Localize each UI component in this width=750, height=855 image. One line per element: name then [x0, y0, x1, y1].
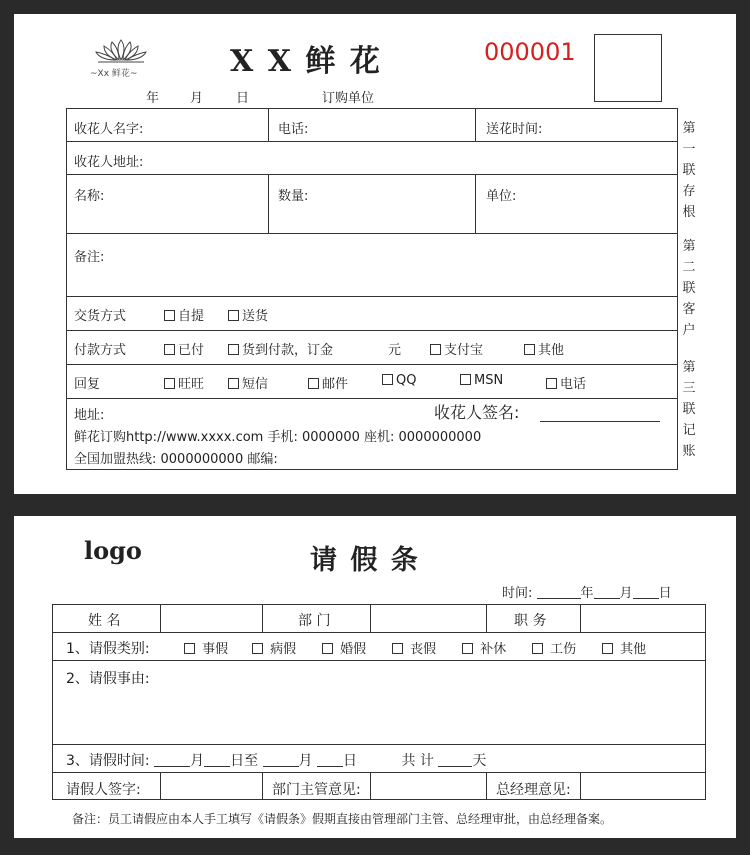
- recipient-name-label: 收花人名字:: [74, 122, 144, 137]
- serial-number: 000001: [484, 38, 576, 66]
- order-table: [66, 108, 678, 470]
- signature-label: 收花人签名:: [434, 403, 520, 422]
- unit-label: 单位:: [486, 189, 517, 204]
- checkbox-icon[interactable]: [462, 643, 473, 654]
- delivery-option-deliver[interactable]: 送货: [228, 305, 268, 324]
- checkbox-icon[interactable]: [228, 344, 239, 355]
- reply-option-msn[interactable]: MSN: [460, 373, 503, 388]
- checkbox-icon[interactable]: [322, 643, 333, 654]
- recipient-address-label: 收花人地址:: [74, 155, 144, 170]
- leave-logo: logo: [84, 536, 142, 565]
- position-label: 职 务: [514, 613, 547, 629]
- delivery-time-label: 送花时间:: [486, 122, 543, 137]
- website-line: 鲜花订购http://www.xxxx.com 手机: 0000000 座机: 0000000000: [74, 430, 482, 445]
- payment-yuan: 元: [388, 343, 402, 358]
- payment-option-cod[interactable]: 货到付款，订金: [228, 339, 333, 358]
- leave-title: 请 假 条: [310, 545, 420, 576]
- payment-option-other[interactable]: 其他: [524, 339, 564, 358]
- checkbox-icon[interactable]: [392, 643, 403, 654]
- checkbox-icon[interactable]: [228, 378, 239, 389]
- date-day: 日: [236, 91, 250, 106]
- gm-label: 总经理意见:: [496, 782, 571, 798]
- reply-label: 回复: [74, 377, 101, 392]
- name-field[interactable]: [161, 605, 261, 631]
- department-field[interactable]: [371, 605, 485, 631]
- applicant-signature-label: 请假人签字:: [66, 782, 141, 798]
- delivery-method-label: 交货方式: [74, 309, 127, 324]
- leave-type-compensatory[interactable]: 补休: [462, 638, 506, 657]
- reason-field[interactable]: [164, 664, 702, 740]
- leave-type-sick[interactable]: 病假: [252, 638, 296, 657]
- leave-type-other[interactable]: 其他: [602, 638, 646, 657]
- reason-label: 2、请假事由:: [66, 671, 150, 687]
- phone-label: 电话:: [278, 122, 309, 137]
- leave-type-label: 1、请假类别:: [66, 641, 150, 657]
- remark-label: 备注:: [74, 250, 105, 265]
- copy-label-stub: 第一联存根: [682, 121, 696, 220]
- payment-option-alipay[interactable]: 支付宝: [430, 339, 483, 358]
- date-year: 年: [146, 91, 160, 106]
- checkbox-icon[interactable]: [460, 374, 471, 385]
- checkbox-icon[interactable]: [524, 344, 535, 355]
- payment-method-label: 付款方式: [74, 343, 127, 358]
- signature-line[interactable]: [540, 421, 660, 422]
- position-field[interactable]: [581, 605, 705, 631]
- checkbox-icon[interactable]: [252, 643, 263, 654]
- reply-option-qq[interactable]: QQ: [382, 373, 416, 388]
- checkbox-icon[interactable]: [308, 378, 319, 389]
- checkbox-icon[interactable]: [164, 310, 175, 321]
- dept-manager-field[interactable]: [371, 773, 485, 799]
- logo-text: ~Xx 鲜花~: [90, 69, 138, 79]
- lotus-icon: [86, 36, 156, 64]
- quantity-label: 数量:: [278, 189, 309, 204]
- copy-label-accounting: 第三联记账: [682, 360, 696, 459]
- date-month: 月: [190, 91, 204, 106]
- copy-label-customer: 第二联客户: [682, 239, 696, 338]
- checkbox-icon[interactable]: [184, 643, 195, 654]
- delivery-option-pickup[interactable]: 自提: [164, 305, 204, 324]
- order-unit-label: 订购单位: [322, 91, 375, 106]
- leave-type-bereavement[interactable]: 丧假: [392, 638, 436, 657]
- leave-type-marriage[interactable]: 婚假: [322, 638, 366, 657]
- checkbox-icon[interactable]: [164, 344, 175, 355]
- checkbox-icon[interactable]: [602, 643, 613, 654]
- gm-field[interactable]: [581, 773, 705, 799]
- reply-option-sms[interactable]: 短信: [228, 373, 268, 392]
- checkbox-icon[interactable]: [532, 643, 543, 654]
- form-title: X X 鲜 花: [230, 44, 382, 79]
- flower-logo: [86, 36, 156, 81]
- applicant-signature-field[interactable]: [161, 773, 261, 799]
- footnote: 备注：员工请假应由本人手工填写《请假条》假期直接由管理部门主管、总经理审批，由总经理备案。: [72, 812, 613, 826]
- reply-option-email[interactable]: 邮件: [308, 373, 348, 392]
- checkbox-icon[interactable]: [164, 378, 175, 389]
- leave-time-row[interactable]: 3、请假时间: 月 日至 月 日 共 计 天: [66, 753, 487, 769]
- dept-manager-label: 部门主管意见:: [272, 782, 361, 798]
- checkbox-icon[interactable]: [382, 374, 393, 385]
- name-label: 姓 名: [88, 613, 121, 629]
- stamp-box: [594, 34, 662, 102]
- leave-type-injury[interactable]: 工伤: [532, 638, 576, 657]
- leave-type-personal[interactable]: 事假: [184, 638, 228, 657]
- reply-option-phone[interactable]: 电话: [546, 373, 586, 392]
- hotline-line: 全国加盟热线: 0000000000 邮编:: [74, 452, 278, 467]
- item-name-label: 名称:: [74, 189, 105, 204]
- address-label: 地址:: [74, 408, 105, 423]
- payment-option-paid[interactable]: 已付: [164, 339, 204, 358]
- reply-option-wangwang[interactable]: 旺旺: [164, 373, 204, 392]
- flower-order-form: [14, 14, 736, 494]
- department-label: 部 门: [298, 613, 331, 629]
- checkbox-icon[interactable]: [546, 378, 557, 389]
- checkbox-icon[interactable]: [430, 344, 441, 355]
- leave-date[interactable]: 时间: 年 月 日: [502, 586, 672, 601]
- leave-request-form: [14, 516, 736, 838]
- checkbox-icon[interactable]: [228, 310, 239, 321]
